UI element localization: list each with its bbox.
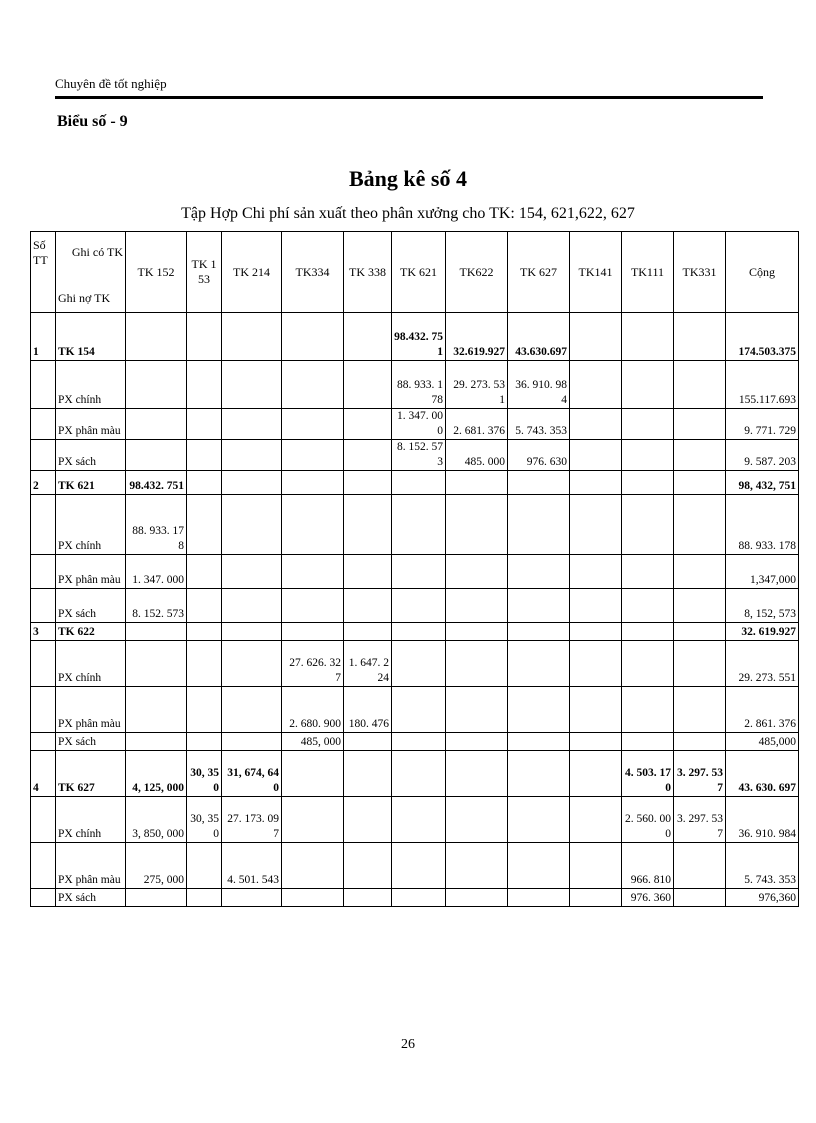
cell-tk622 [446,687,508,733]
cell-tk338: 180. 476 [344,687,392,733]
header-ghi-co: Ghi có TK [71,245,123,259]
cell-account-name: PX sách [56,589,126,623]
cell-tk111: 966. 810 [622,843,674,889]
table-row [31,687,799,733]
cell-tk214 [222,623,282,641]
cell-tk334 [282,495,344,555]
cell-tk334 [282,751,344,797]
cell-stt [31,687,56,733]
header-tk331: TK331 [674,232,726,313]
cell-tk334 [282,797,344,843]
cell-cong: 88. 933. 178 [726,495,799,555]
cell-tk627 [508,495,570,555]
cell-tk214 [222,471,282,495]
cell-tk622 [446,495,508,555]
cell-tk152: 88. 933. 178 [126,495,187,555]
cell-cong: 1,347,000 [726,555,799,589]
cell-tk331 [674,409,726,440]
cell-tk627 [508,589,570,623]
cell-tk331 [674,843,726,889]
cell-tk152: 275, 000 [126,843,187,889]
cell-account-name: PX sách [56,733,126,751]
cell-stt [31,733,56,751]
cell-tk622: 32.619.927 [446,313,508,361]
cell-tk621 [392,589,446,623]
cell-account-name: PX chính [56,495,126,555]
cell-tk622 [446,589,508,623]
cell-tk621 [392,471,446,495]
cell-tk141 [570,687,622,733]
cell-tk334 [282,589,344,623]
cell-tk141 [570,555,622,589]
cell-tk622 [446,797,508,843]
cell-tk141 [570,440,622,471]
cell-tk338 [344,733,392,751]
cell-tk153 [187,843,222,889]
cell-tk334 [282,440,344,471]
cell-tk627 [508,641,570,687]
cell-tk622: 29. 273. 531 [446,361,508,409]
header-tk111: TK111 [622,232,674,313]
table-row [31,555,799,589]
cell-tk214 [222,589,282,623]
cell-cong: 9. 587. 203 [726,440,799,471]
cell-account-name: PX chính [56,797,126,843]
cell-tk111 [622,733,674,751]
cell-tk214: 27. 173. 097 [222,797,282,843]
cell-tk621: 1. 347. 000 [392,409,446,440]
table-row [31,361,799,409]
cell-tk152: 8. 152. 573 [126,589,187,623]
cell-tk621 [392,495,446,555]
cell-tk627: 43.630.697 [508,313,570,361]
cell-tk627 [508,555,570,589]
header-tk141: TK141 [570,232,622,313]
table-row [31,733,799,751]
cell-account-name: PX sách [56,889,126,907]
table-row [31,495,799,555]
cell-tk152 [126,313,187,361]
cell-tk111 [622,471,674,495]
cell-tk621 [392,843,446,889]
cell-tk141 [570,641,622,687]
cell-account-name: TK 154 [56,313,126,361]
cell-tk621: 88. 933. 178 [392,361,446,409]
cell-tk152 [126,687,187,733]
cell-tk622 [446,623,508,641]
cell-account-name: PX phân màu [56,687,126,733]
cell-tk334 [282,843,344,889]
cell-tk338 [344,361,392,409]
cell-tk214 [222,641,282,687]
cell-tk111: 2. 560. 000 [622,797,674,843]
cell-tk331 [674,589,726,623]
cell-tk153 [187,313,222,361]
cell-tk141 [570,733,622,751]
cell-tk111 [622,641,674,687]
cell-account-name: PX phân màu [56,555,126,589]
cell-tk214 [222,361,282,409]
header-tk621: TK 621 [392,232,446,313]
cell-tk141 [570,361,622,409]
header-tk622: TK622 [446,232,508,313]
form-number: Biểu số - 9 [57,113,128,130]
cell-stt [31,797,56,843]
cell-tk622 [446,843,508,889]
cell-tk338 [344,751,392,797]
cell-tk111 [622,623,674,641]
cell-tk141 [570,843,622,889]
cell-tk338 [344,495,392,555]
cell-tk153 [187,889,222,907]
cell-tk338: 1. 647. 224 [344,641,392,687]
cell-account-name: PX chính [56,641,126,687]
cell-tk141 [570,589,622,623]
cell-tk622 [446,641,508,687]
cell-tk141 [570,797,622,843]
cell-tk621 [392,733,446,751]
cell-tk214 [222,687,282,733]
header-rule [55,96,763,99]
cell-tk331 [674,889,726,907]
cell-tk153 [187,589,222,623]
cell-tk152 [126,361,187,409]
table-row [31,641,799,687]
cell-tk627 [508,687,570,733]
cell-cong: 29. 273. 551 [726,641,799,687]
cell-tk627: 5. 743. 353 [508,409,570,440]
cell-tk153: 30, 350 [187,797,222,843]
cell-tk111: 4. 503. 170 [622,751,674,797]
cell-tk622 [446,471,508,495]
cell-stt: 2 [31,471,56,495]
cell-tk141 [570,409,622,440]
cell-tk214 [222,440,282,471]
cell-cong: 98, 432, 751 [726,471,799,495]
cell-tk622 [446,751,508,797]
document-label: Chuyên đề tốt nghiệp [55,76,167,91]
cell-tk621 [392,687,446,733]
cell-tk622 [446,555,508,589]
cell-tk214 [222,495,282,555]
cell-tk627 [508,843,570,889]
cell-stt [31,843,56,889]
cell-account-name: PX sách [56,440,126,471]
cell-tk338 [344,889,392,907]
cell-tk331 [674,361,726,409]
cell-stt: 4 [31,751,56,797]
cell-cong: 2. 861. 376 [726,687,799,733]
cell-tk214 [222,409,282,440]
cell-tk153 [187,361,222,409]
cell-tk153 [187,623,222,641]
header-ghi [56,232,126,313]
header-cong: Cộng [726,232,799,313]
cell-tk622: 485. 000 [446,440,508,471]
table-row [31,589,799,623]
cell-cong: 485,000 [726,733,799,751]
cell-tk152: 98.432. 751 [126,471,187,495]
cell-tk622 [446,889,508,907]
cell-stt [31,409,56,440]
cell-tk627: 976. 630 [508,440,570,471]
cell-tk621: 8. 152. 573 [392,440,446,471]
cell-tk627 [508,623,570,641]
cell-tk153 [187,471,222,495]
cell-tk331 [674,687,726,733]
cell-tk153 [187,440,222,471]
cell-tk331 [674,623,726,641]
cell-tk331 [674,733,726,751]
cell-tk214: 4. 501. 543 [222,843,282,889]
cell-tk331 [674,555,726,589]
cell-tk152 [126,889,187,907]
cell-tk621 [392,889,446,907]
cell-tk152: 3, 850, 000 [126,797,187,843]
cell-cong: 976,360 [726,889,799,907]
cell-tk621 [392,797,446,843]
cell-tk152 [126,641,187,687]
cell-tk153 [187,641,222,687]
table-row [31,797,799,843]
cell-account-name: PX chính [56,361,126,409]
cell-tk334 [282,889,344,907]
page-title: Bảng kê số 4 [349,166,467,191]
cell-tk622: 2. 681. 376 [446,409,508,440]
cost-table [30,231,799,907]
cell-tk621 [392,641,446,687]
cell-tk214 [222,313,282,361]
table-row [31,440,799,471]
cell-stt: 3 [31,623,56,641]
cell-cong: 32. 619.927 [726,623,799,641]
cell-tk141 [570,313,622,361]
cell-tk111 [622,440,674,471]
cell-cong: 155.117.693 [726,361,799,409]
cell-tk331: 3. 297. 537 [674,797,726,843]
cell-tk334 [282,361,344,409]
cell-tk331: 3. 297. 537 [674,751,726,797]
cell-stt [31,889,56,907]
table-row [31,751,799,797]
cell-stt [31,641,56,687]
cell-tk111 [622,687,674,733]
cell-account-name: PX phân màu [56,843,126,889]
cell-account-name: TK 627 [56,751,126,797]
cell-stt [31,555,56,589]
cell-cong: 8, 152, 573 [726,589,799,623]
cell-tk153 [187,409,222,440]
cell-tk622 [446,733,508,751]
cell-stt [31,495,56,555]
cell-tk152 [126,733,187,751]
cell-tk334 [282,555,344,589]
cell-tk214 [222,733,282,751]
header-tk334: TK334 [282,232,344,313]
table-row [31,889,799,907]
table-row [31,843,799,889]
cell-account-name: PX phân màu [56,409,126,440]
cell-tk152 [126,623,187,641]
cell-tk214 [222,889,282,907]
cell-stt [31,589,56,623]
cell-tk152: 4, 125, 000 [126,751,187,797]
cell-stt [31,440,56,471]
cell-tk338 [344,409,392,440]
cell-tk111 [622,409,674,440]
cell-tk338 [344,843,392,889]
cell-tk111 [622,555,674,589]
cell-tk338 [344,555,392,589]
cell-tk141 [570,623,622,641]
cell-tk331 [674,471,726,495]
cell-tk338 [344,313,392,361]
cell-cong: 36. 910. 984 [726,797,799,843]
cell-tk141 [570,495,622,555]
page-subtitle: Tập Hợp Chi phí sản xuất theo phân xưởng cho TK: 154, 621,622, 627 [181,205,635,222]
cell-tk621: 98.432. 751 [392,313,446,361]
table-row [31,313,799,361]
cell-tk338 [344,440,392,471]
cell-tk152 [126,440,187,471]
cell-tk152: 1. 347. 000 [126,555,187,589]
cell-tk153: 30, 350 [187,751,222,797]
table-row [31,623,799,641]
cell-tk627: 36. 910. 984 [508,361,570,409]
cell-stt: 1 [31,313,56,361]
cell-cong: 174.503.375 [726,313,799,361]
cell-tk338 [344,589,392,623]
header-tk152: TK 152 [126,232,187,313]
cell-tk141 [570,889,622,907]
cell-tk111 [622,589,674,623]
cell-tk331 [674,495,726,555]
cell-tk334: 2. 680. 900 [282,687,344,733]
cell-tk334 [282,471,344,495]
header-stt: Số TT [31,232,56,313]
cell-tk153 [187,495,222,555]
cell-tk627 [508,733,570,751]
header-tk627: TK 627 [508,232,570,313]
cell-tk338 [344,797,392,843]
cell-account-name: TK 621 [56,471,126,495]
cell-tk621 [392,555,446,589]
cell-tk214 [222,555,282,589]
cell-tk331 [674,440,726,471]
cell-cong: 9. 771. 729 [726,409,799,440]
cell-tk334 [282,313,344,361]
cell-tk111 [622,495,674,555]
cell-tk621 [392,751,446,797]
header-tk153: TK 153 [187,232,222,313]
cell-tk338 [344,471,392,495]
table-row [31,409,799,440]
cell-tk627 [508,889,570,907]
cell-tk621 [392,623,446,641]
cell-tk334: 27. 626. 327 [282,641,344,687]
cell-tk141 [570,471,622,495]
cell-tk334 [282,623,344,641]
cell-tk153 [187,555,222,589]
cell-stt [31,361,56,409]
cell-tk334: 485, 000 [282,733,344,751]
cell-tk152 [126,409,187,440]
cell-tk627 [508,471,570,495]
cell-tk111 [622,313,674,361]
cell-tk627 [508,797,570,843]
cell-tk331 [674,641,726,687]
cell-tk214: 31, 674, 640 [222,751,282,797]
cell-tk111 [622,361,674,409]
header-tk338: TK 338 [344,232,392,313]
header-tk214: TK 214 [222,232,282,313]
table-row [31,471,799,495]
page-number: 26 [401,1037,415,1052]
cell-cong: 5. 743. 353 [726,843,799,889]
cell-tk334 [282,409,344,440]
cell-account-name: TK 622 [56,623,126,641]
cell-tk153 [187,687,222,733]
cell-tk627 [508,751,570,797]
cell-tk141 [570,751,622,797]
cell-cong: 43. 630. 697 [726,751,799,797]
cell-tk331 [674,313,726,361]
cell-tk111: 976. 360 [622,889,674,907]
cell-tk338 [344,623,392,641]
cell-tk153 [187,733,222,751]
header-ghi-no: Ghi nợ TK [58,291,111,305]
